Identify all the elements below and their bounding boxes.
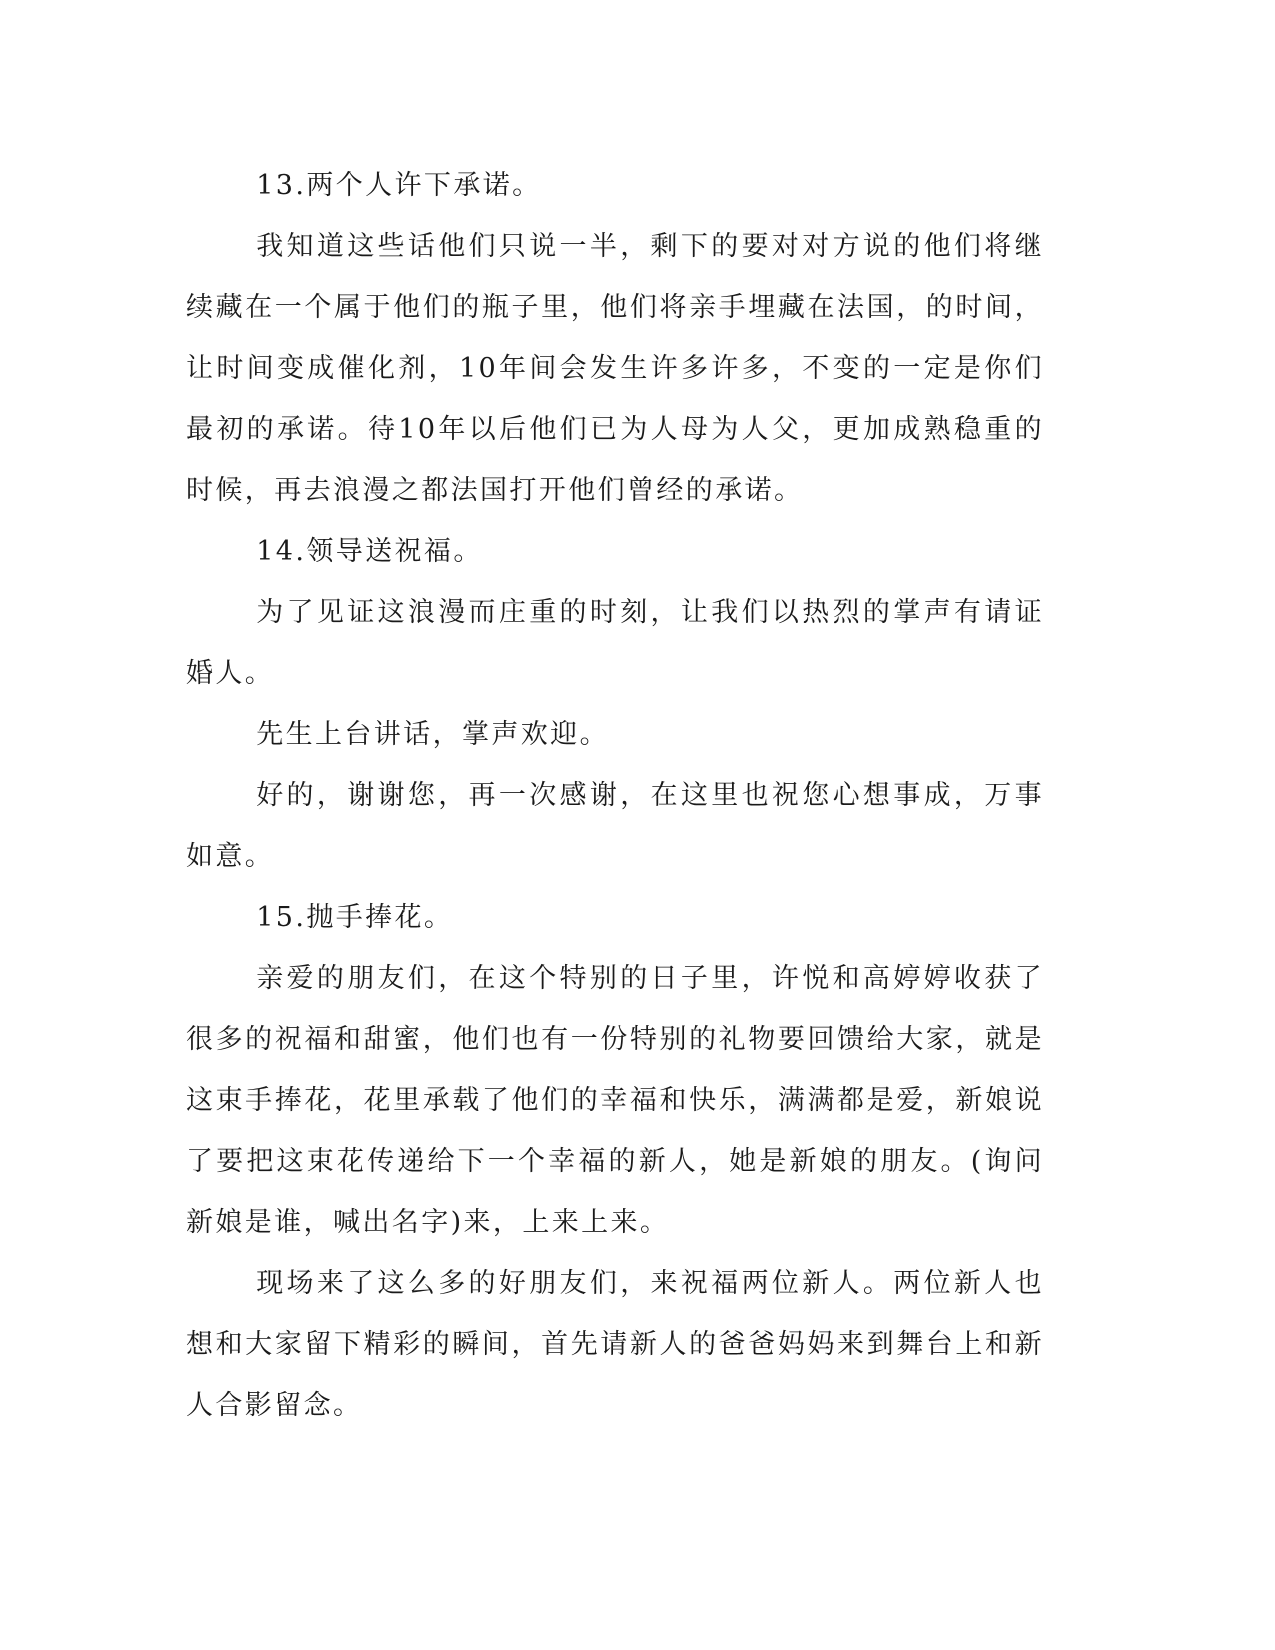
paragraph-group-photo: 现场来了这么多的好朋友们，来祝福两位新人。两位新人也想和大家留下精彩的瞬间，首先请新人的爸爸妈妈来到舞台上和新人合影留念。 [186, 1268, 1044, 1421]
heading-13-vows: 13.两个人许下承诺。 [256, 170, 542, 201]
paragraph-bouquet: 亲爱的朋友们，在这个特别的日子里，许悦和高婷婷收获了很多的祝福和甜蜜，他们也有一份特别的礼物要回馈给大家，就是这束手捧花，花里承载了他们的幸福和快乐，满满都是爱，新娘说了要把这束花传递给下一个幸福的新人，她是新娘的朋友。(询问新娘是谁，喊出名字)来，上来上来。 [186, 963, 1044, 1238]
paragraph-invite-witness: 为了见证这浪漫而庄重的时刻，让我们以热烈的掌声有请证婚人。 [186, 597, 1044, 689]
heading-15-bouquet-toss: 15.抛手捧花。 [256, 902, 454, 933]
paragraph-speech-applause: 先生上台讲话，掌声欢迎。 [256, 719, 609, 750]
paragraph-thanks: 好的，谢谢您，再一次感谢，在这里也祝您心想事成，万事如意。 [186, 780, 1044, 872]
document-body [186, 155, 1044, 1436]
paragraph-vows-bottle: 我知道这些话他们只说一半，剩下的要对对方说的他们将继续藏在一个属于他们的瓶子里，他们将亲手埋藏在法国，的时间，让时间变成催化剂，10年间会发生许多许多，不变的一定是你们最初的承诺。待10年以后他们已为人母为人父，更加成熟稳重的时候，再去浪漫之都法国打开他们曾经的承诺。 [186, 231, 1044, 506]
heading-14-leader-blessing: 14.领导送祝福。 [256, 536, 483, 567]
